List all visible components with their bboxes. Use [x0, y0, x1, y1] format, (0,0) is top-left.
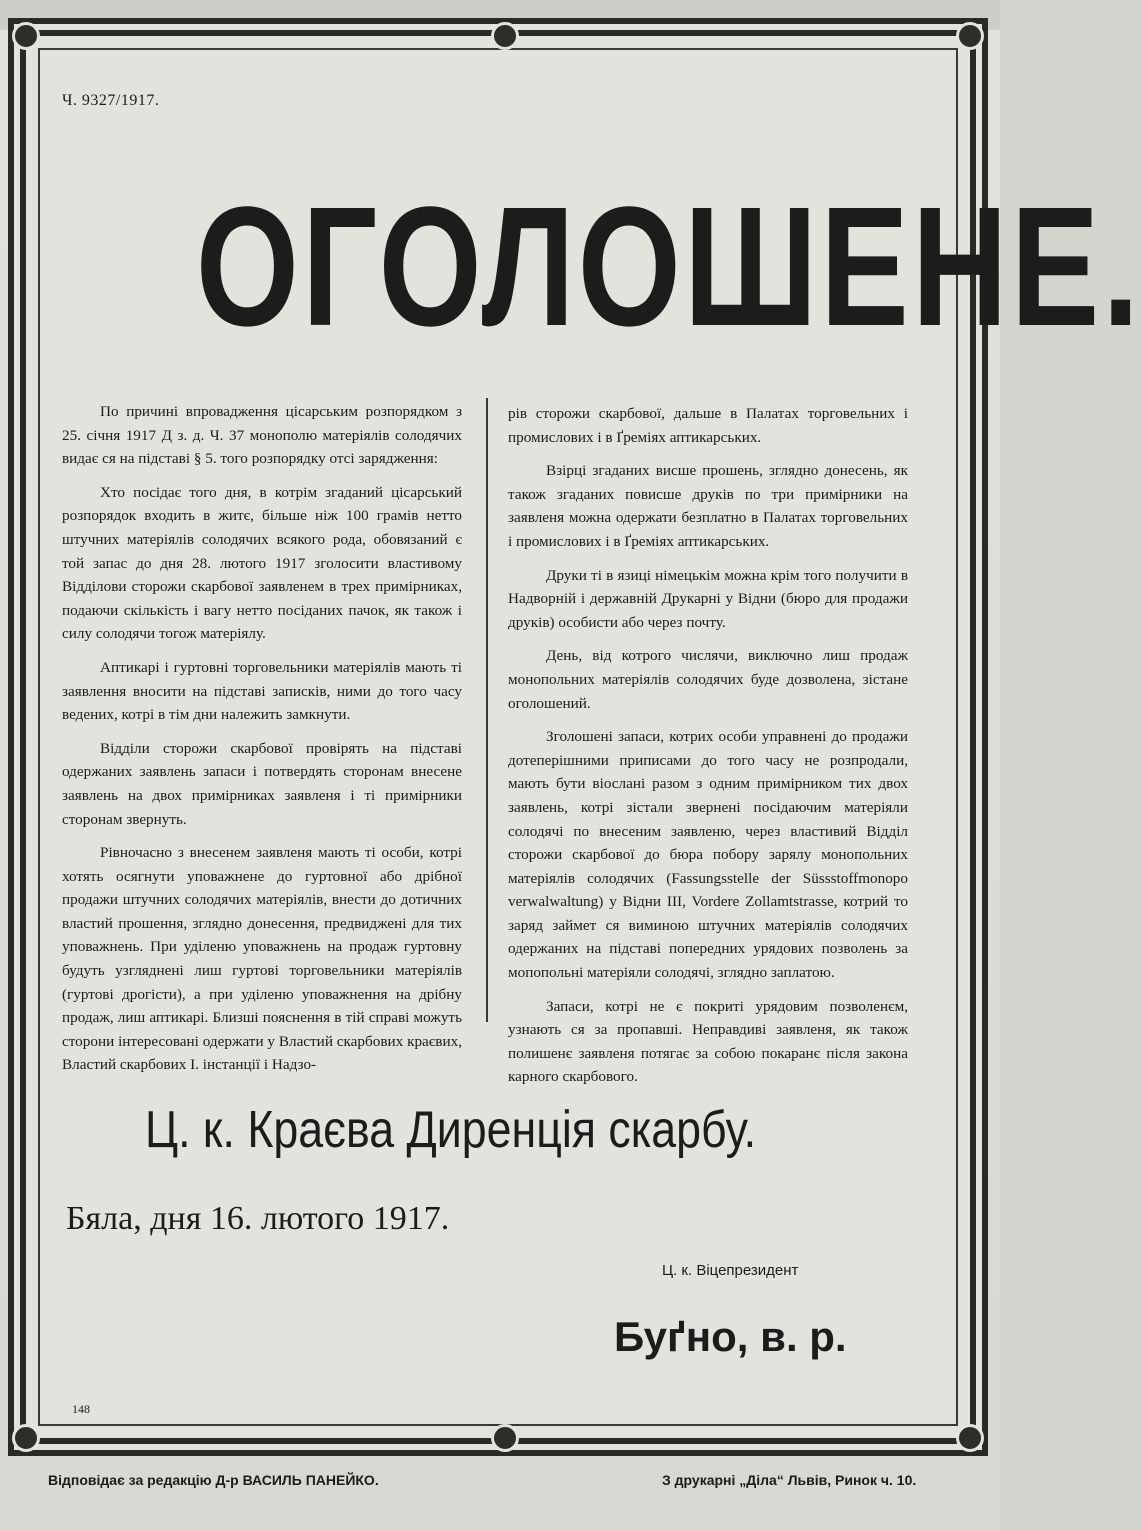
corner-ornament-icon: [956, 1424, 984, 1452]
corner-ornament-icon: [12, 1424, 40, 1452]
notice-headline: ОГОЛОШЕНЕ.: [195, 172, 1142, 362]
mid-ornament-icon: [491, 1424, 519, 1452]
paragraph: По причині впровадження цісарським розпорядком з 25. січня 1917 Д з. д. Ч. 37 монополю матеріялів солодячих видає ся на підставі § 5. того розпорядку отсі зарядження:: [62, 403, 462, 468]
paragraph: Друки ті в язиці німецькім можна крім того получити в Надворній і державній Друкарні у Відни (бюро для продажи друків) особисти або через почту.: [508, 566, 908, 631]
signatory-title: Ц. к. Віцепрезидент: [662, 1262, 799, 1279]
left-column: [62, 400, 462, 1087]
paragraph: рів сторожи скарбової, дальше в Палатах торговельних і промислових і в Ґреміях аптикарських.: [508, 405, 908, 446]
issuing-authority: Ц. к. Краєва Диренція скарбу.: [145, 1101, 757, 1159]
mid-ornament-icon: [491, 22, 519, 50]
signatory-name: Буґно, в. р.: [614, 1313, 847, 1360]
editor-credit: Відповідає за редакцію Д-р ВАСИЛЬ ПАНЕЙКО.: [48, 1472, 379, 1488]
right-column: [508, 402, 908, 1099]
paragraph: День, від котрого числячи, виключно лиш продаж монопольних матеріялів солодячих буде дозволена, зістане оголошений.: [508, 647, 908, 712]
page-number: 148: [72, 1402, 90, 1416]
paragraph: Запаси, котрі не є покриті урядовим позволенєм, узнають ся за пропавші. Неправдиві заявленя, як також полишенє заявленя потягає за собою покаранє після закона карного скарбового.: [508, 997, 908, 1086]
paragraph: Аптикарі і гуртовні торговельники матеріялів мають ті заявлення вносити на підставі записків, ними до того часу ведених, котрі в тім дни належить замкнути.: [62, 658, 462, 724]
paragraph: Взірці згаданих висше прошень, зглядно донесень, як також згаданих повисше друків по три примірники на заявленя можна одержати безплатно в Палатах торговельних і промислових і в Ґреміях аптикарських.: [508, 462, 908, 550]
date-line: Бяла, дня 16. лютого 1917.: [66, 1200, 450, 1237]
paragraph: Зголошені запаси, котрих особи управнені до продажи дотеперішними приписами до того часу не розпродали, мають бути віослані разом з одним примірником тих двох заявлень, котрі зістали звернені посідаючим матеріяли солодячі по внесеним заявленю, через властивий Відділ сторожи скарбової до бюра побору зарялу монопольних матеріялів солодячих (Fassungsstelle der Süssstoffmonopo verwalwaltung) у Відни III, Vordere Zollamtstrasse, котрий то заряд займет ся виминою штучних матеріялів солодячих одержаних на підставі попередних урядових позволень за мопопольні матеріяли солодячі, зглядно заплатою.: [508, 728, 908, 982]
corner-ornament-icon: [956, 22, 984, 50]
corner-ornament-icon: [12, 22, 40, 50]
reference-number: Ч. 9327/1917.: [62, 92, 160, 109]
printer-credit: З друкарні „Діла“ Львів, Ринок ч. 10.: [662, 1472, 917, 1488]
paragraph: Хто посідає того дня, в котрім згаданий цісарський розпорядок входить в житє, більше ніж 100 грамів нетто штучних матеріялів солодячих всякого рода, обовязаний є той запас до дня 28. лютого 1917 зголосити властивому Відділови сторожи скарбової заявленем в трех примірниках, подаючи скількість і вагу нетто посіданих пачок, як також і силу солодячи тогож матеріялу.: [62, 483, 462, 643]
paragraph: Відділи сторожи скарбової провірять на підставі одержаних заявлень запаси і потвердять сторонам внесене заявлень на двох примірниках заявленя і ті примірники сторонам звернуть.: [62, 739, 462, 828]
paragraph: Рівночасно з внесенем заявленя мають ті особи, котрі хотять осягнути уповажнене до гуртовної або дрібної продажи штучних солодячих матеріялів, внести до дотичних властий прошення, зглядно донесення, предвиджені для тих уповажнень. При уділеню уповажнень на продаж гуртовну будуть узгляднені лиш гуртові торговельники матеріялів (гуртові дрогісти), а при уділеню уповажнення на дрібну продаж, лиш аптикарі. Близші пояснення в тій справі можуть сторони інтересовані одержати у Властий скарбових краєвих, Властий скарбових І. інстанції і Надзо-: [62, 844, 462, 1074]
column-divider: [486, 398, 488, 1022]
